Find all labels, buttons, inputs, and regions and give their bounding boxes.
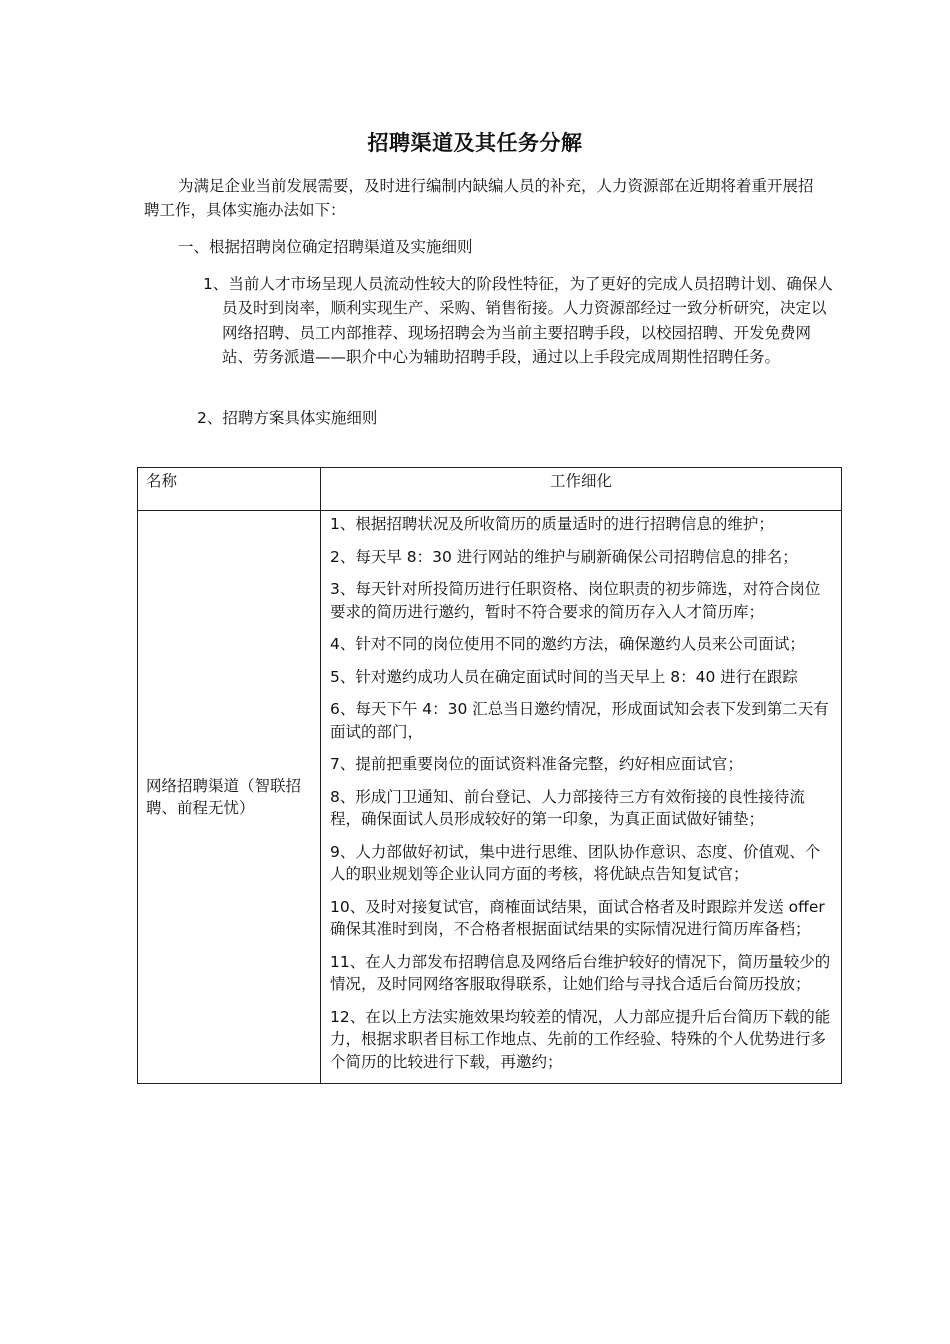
detail-item-9: 9、人力部做好初试，集中进行思维、团队协作意识、态度、价值观、个人的职业规划等企业认同方面的考核，将优缺点告知复试官； — [330, 842, 821, 883]
section-heading: 一、根据招聘岗位确定招聘渠道及实施细则 — [178, 238, 473, 256]
detail-item-11: 11、在人力部发布招聘信息及网络后台维护较好的情况下，简历量较少的情况，及时同网络客服取得联系，让她们给与寻找合适后台简历投放； — [330, 952, 831, 993]
recruitment-table — [137, 467, 842, 1084]
column-header-name: 名称 — [138, 468, 321, 511]
table-row — [138, 511, 842, 1084]
column-header-detail: 工作细化 — [321, 468, 842, 511]
detail-item-2: 2、每天早 8：30 进行网站的维护与刷新确保公司招聘信息的排名； — [330, 547, 798, 566]
detail-item-8: 8、形成门卫通知、前台登记、人力部接待三方有效衔接的良性接待流程，确保面试人员形成较好的第一印象，为真正面试做好铺垫； — [330, 787, 805, 828]
detail-item-1: 1、根据招聘状况及所收简历的质量适时的进行招聘信息的维护； — [330, 515, 774, 533]
channel-name-cell: 网络招聘渠道（智联招聘、前程无忧） — [138, 511, 321, 1084]
detail-item-4: 4、针对不同的岗位使用不同的邀约方法，确保邀约人员来公司面试； — [330, 635, 805, 653]
detail-item-12: 12、在以上方法实施效果均较差的情况，人力部应提升后台简历下载的能力，根据求职者目标工作地点、先前的工作经验、特殊的个人优势进行多个简历的比较进行下载，再邀约； — [330, 1007, 831, 1071]
detail-item-3: 3、每天针对所投简历进行任职资格、岗位职责的初步筛选，对符合岗位要求的简历进行邀约，暂时不符合要求的简历存入人才简历库； — [330, 580, 821, 621]
numbered-paragraph-1: 1、当前人才市场呈现人员流动性较大的阶段性特征，为了更好的完成人员招聘计划、确保人员及时到岗率，顺利实现生产、采购、销售衔接。人力资源部经过一致分析研究，决定以网络招聘、员工内部推荐、现场招聘会为当前主要招聘手段，以校园招聘、开发免费网站、劳务派遣——职介中心为辅助招聘手段，通过以上手段完成周期性招聘任务。 — [203, 275, 833, 366]
detail-item-5: 5、针对邀约成功人员在确定面试时间的当天早上 8：40 进行在跟踪 — [330, 667, 798, 686]
table-header-row — [138, 468, 842, 511]
detail-item-6: 6、每天下午 4：30 汇总当日邀约情况，形成面试知会表下发到第二天有面试的部门， — [330, 700, 829, 741]
intro-paragraph: 为满足企业当前发展需要，及时进行编制内缺编人员的补充，人力资源部在近期将着重开展招聘工作，具体实施办法如下： — [144, 177, 814, 219]
work-detail-cell — [321, 511, 842, 1084]
document-title: 招聘渠道及其任务分解 — [367, 131, 583, 155]
numbered-paragraph-2: 2、招聘方案具体实施细则 — [197, 409, 378, 427]
detail-item-10: 10、及时对接复试官，商榷面试结果，面试合格者及时跟踪并发送 offer 确保其准时到岗，不合格者根据面试结果的实际情况进行简历库备档； — [330, 897, 825, 938]
detail-item-7: 7、提前把重要岗位的面试资料准备完整，约好相应面试官； — [330, 755, 743, 773]
